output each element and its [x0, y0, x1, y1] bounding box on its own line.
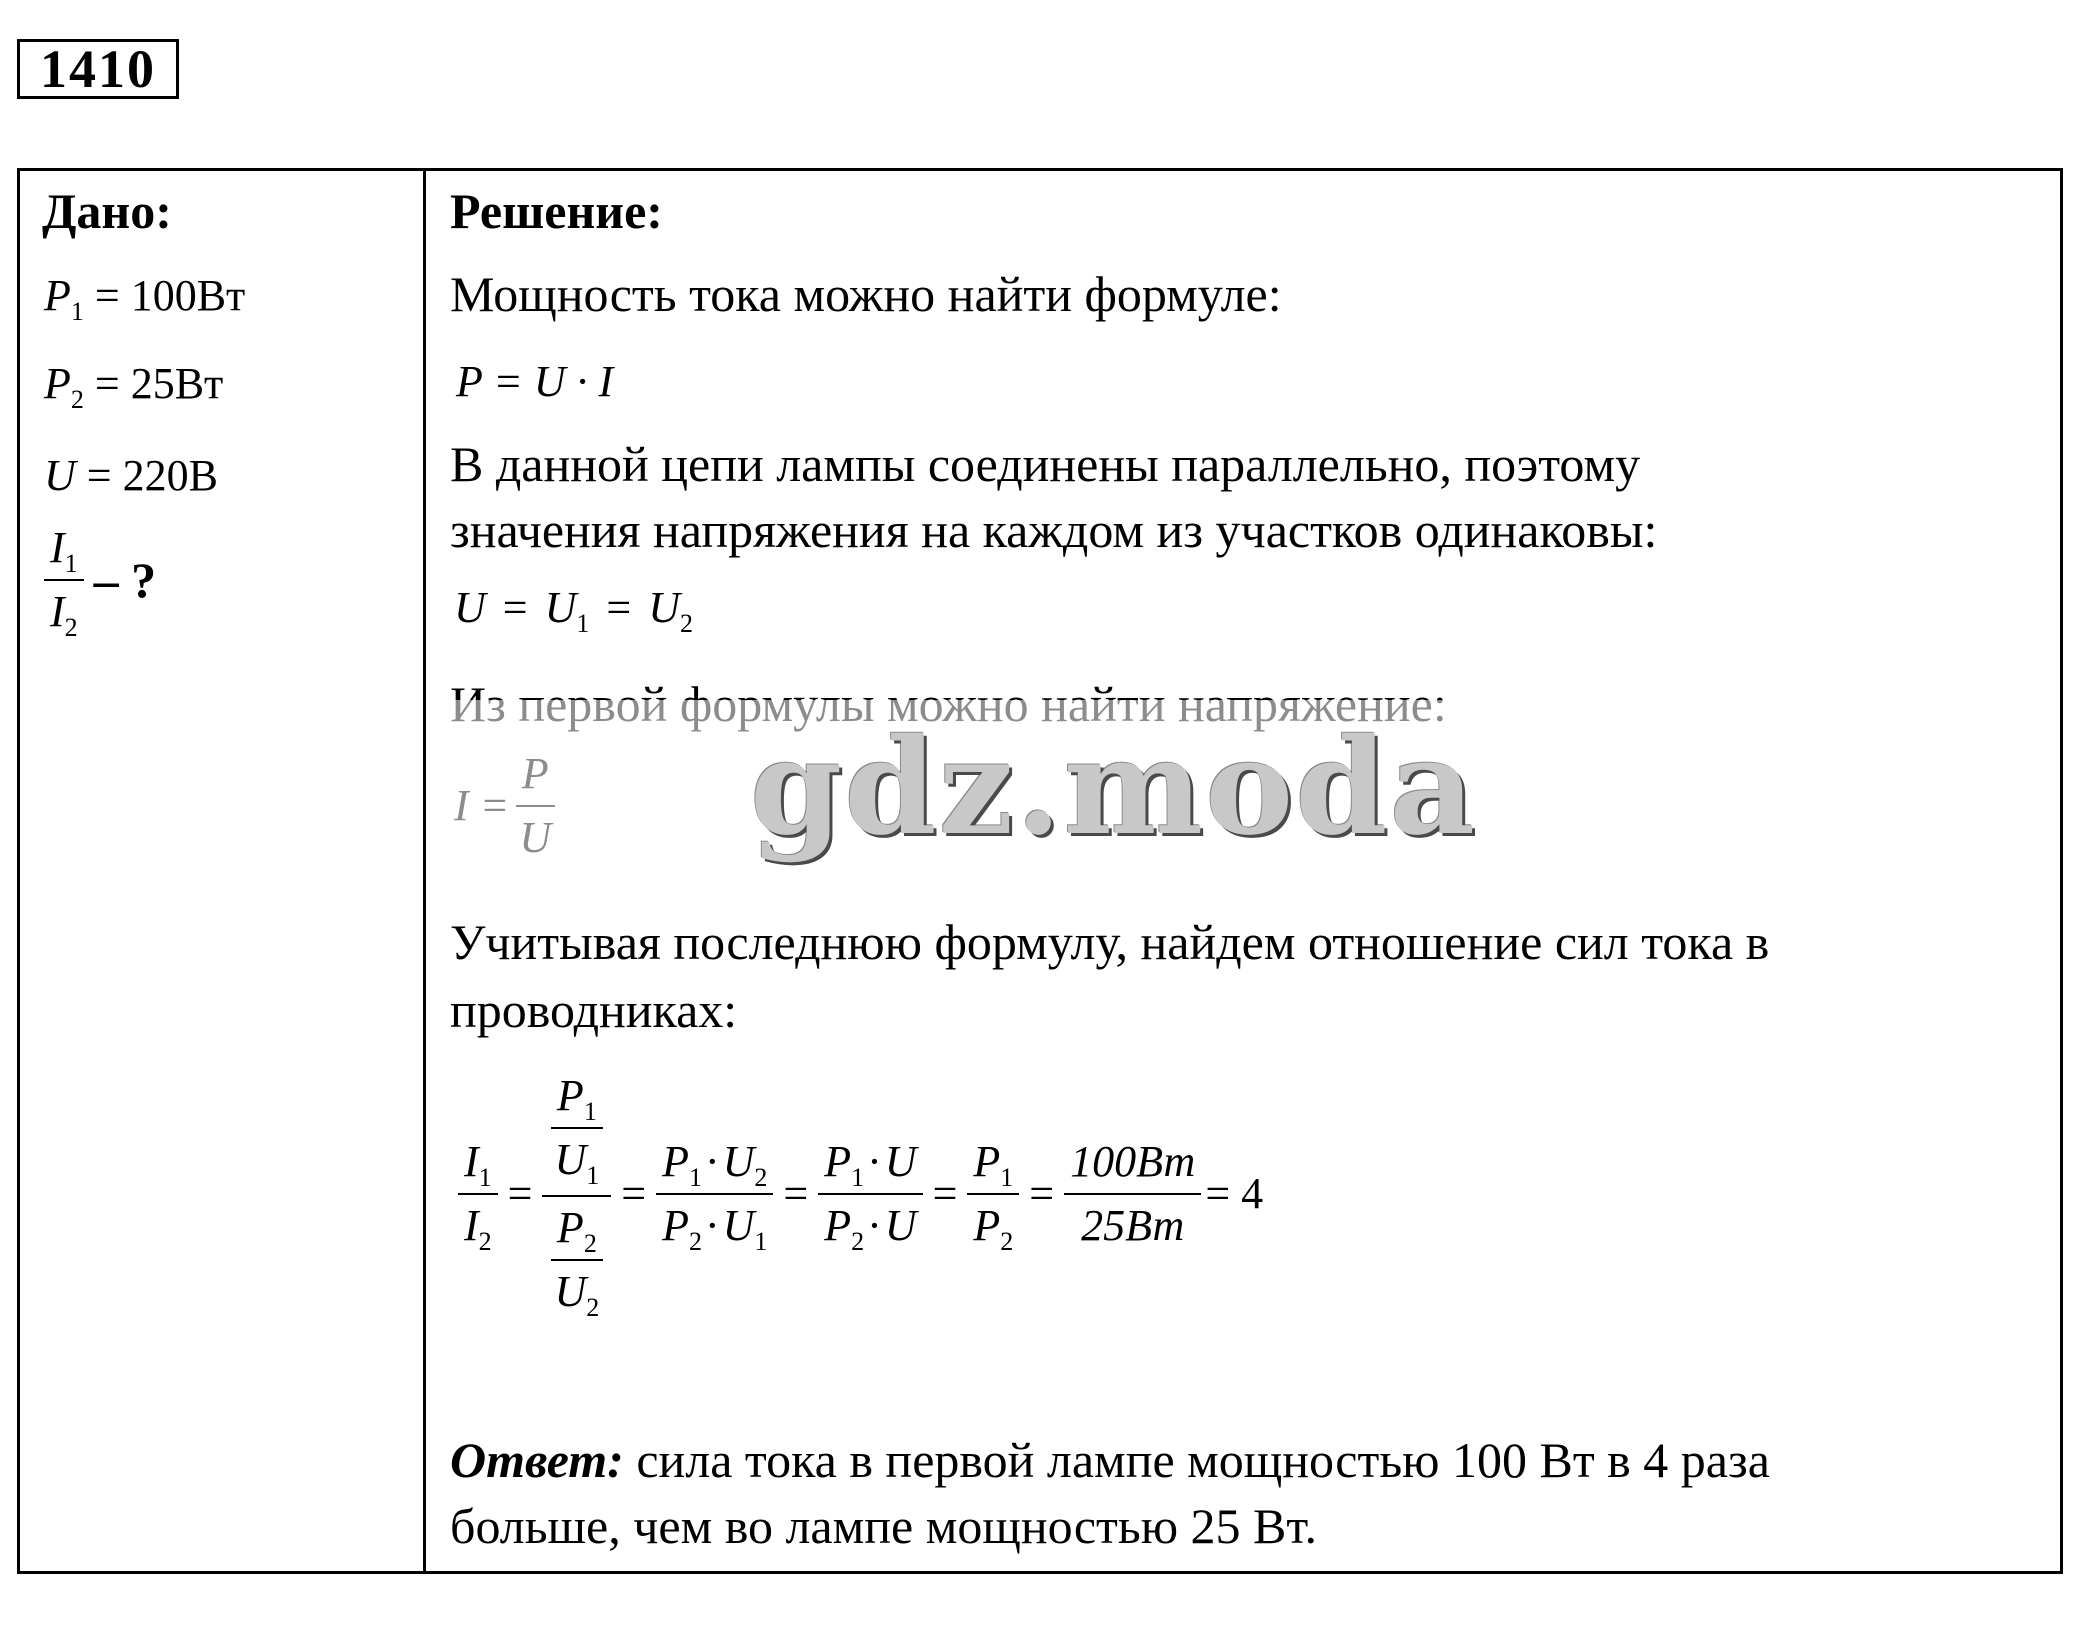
formula-voltages: $U = U_1 = U_2$ [454, 583, 693, 638]
solution-line-4a: Учитывая последнюю формулу, найдем отношение сил тока в [450, 914, 1770, 970]
problem-number: 1410 [17, 39, 179, 99]
given-find: $\frac{I_1}{I_2}$ – ? [40, 523, 156, 637]
formula-power: P = U · I [456, 357, 614, 406]
watermark: gdz.moda [750, 710, 1478, 865]
column-divider [423, 171, 426, 1571]
solution-line-4b: проводниках: [450, 982, 738, 1038]
solution-heading: Решение: [450, 183, 663, 239]
given-u: U = 220В [44, 451, 218, 500]
given-heading: Дано: [42, 183, 172, 239]
solution-line-2a: В данной цепи лампы соединены параллельно, поэтому [450, 436, 1641, 492]
answer-line-a: Ответ: сила тока в первой лампе мощностью 100 Вт в 4 раза [450, 1432, 1770, 1488]
given-p2: $P_2 = 25Вт$ [44, 359, 224, 414]
answer-line-b: больше, чем во лампе мощностью 25 Вт. [450, 1498, 1317, 1554]
solution-line-2b: значения напряжения на каждом из участков одинаковы: [450, 502, 1658, 558]
answer-label: Ответ: [450, 1432, 624, 1488]
formula-ratio: $\frac{I_1}{I_2}$ = $\frac{\frac{P_1}{U_1}}{\frac{P_2}{U_2}}$ = $\frac{P_1\cdot U_2}{P_2\cdot U_1}$ = $\frac{P_1\cdot U}{P_2\cdot U}$ = $\frac{P_1}{P_2}$ = $\frac{100Вт}{25Вт}$ = 4 [454, 1071, 1263, 1317]
given-p1: $P_1 = 100Вт$ [44, 271, 246, 326]
solution-line-1: Мощность тока можно найти формуле: [450, 266, 1282, 322]
